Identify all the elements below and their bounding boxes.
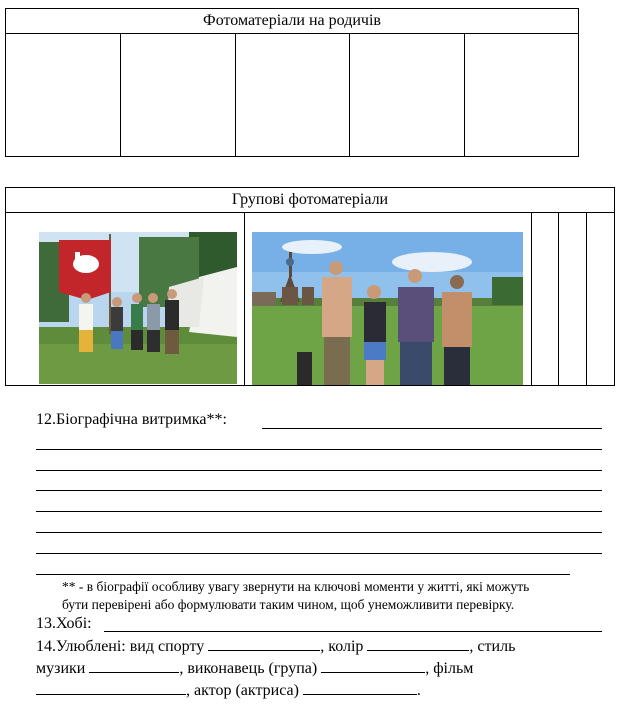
biography-line[interactable] <box>36 511 602 512</box>
favorites-line-3 <box>36 680 421 701</box>
sport-input[interactable] <box>208 636 320 651</box>
artist-input[interactable] <box>321 658 425 673</box>
favorites-style-label: , стиль <box>469 638 516 655</box>
group-photo-cell <box>587 212 614 385</box>
footnote-line-1: ** - в біографії особливу увагу звернути на ключові моменти у житті, які можуть <box>62 579 530 594</box>
actor-input[interactable] <box>303 680 417 695</box>
music-style-input[interactable] <box>89 658 179 673</box>
biography-input-line[interactable] <box>262 428 602 429</box>
favorites-music-label: музики <box>36 660 86 677</box>
parents-photo-cell <box>350 33 465 156</box>
group-photo-with-flag <box>39 232 237 384</box>
biography-label: 12.Біографічна витримка**: <box>36 411 227 428</box>
parents-photos-cells <box>6 33 578 156</box>
group-photo-with-church <box>252 232 523 385</box>
favorites-film-label: , фільм <box>425 660 474 677</box>
film-input[interactable] <box>36 680 186 695</box>
parents-photos-table <box>5 8 579 157</box>
hobby-input-line[interactable] <box>104 631 602 632</box>
hobby-label: 13.Хобі: <box>36 615 92 632</box>
group-photo-cell <box>559 212 587 385</box>
parents-photo-cell <box>465 33 578 156</box>
favorites-artist-label: , виконавець (група) <box>179 660 318 677</box>
favorites-sport-label: 14.Улюблені: вид спорту <box>36 638 205 655</box>
favorites-line-1 <box>36 636 515 657</box>
parents-photo-cell <box>121 33 236 156</box>
biography-line[interactable] <box>36 553 602 554</box>
biography-line[interactable] <box>36 574 570 575</box>
favorites-color-label: , колір <box>320 638 364 655</box>
favorites-line-2 <box>36 658 473 679</box>
parents-photo-cell <box>6 33 121 156</box>
footnote-line-2: бути перевірені або формулювати таким чином, щоб унеможливити перевірку. <box>62 597 515 612</box>
parents-photos-title: Фотоматеріали на родичів <box>6 9 578 34</box>
biography-line[interactable] <box>36 532 602 533</box>
biography-line[interactable] <box>36 470 602 471</box>
favorites-end: . <box>416 682 421 699</box>
color-input[interactable] <box>367 636 469 651</box>
group-photo-cell <box>532 212 559 385</box>
biography-line[interactable] <box>36 449 602 450</box>
favorites-actor-label: , актор (актриса) <box>186 682 299 699</box>
group-photos-title: Групові фотоматеріали <box>6 188 614 213</box>
parents-photo-cell <box>236 33 350 156</box>
biography-line[interactable] <box>36 490 602 491</box>
